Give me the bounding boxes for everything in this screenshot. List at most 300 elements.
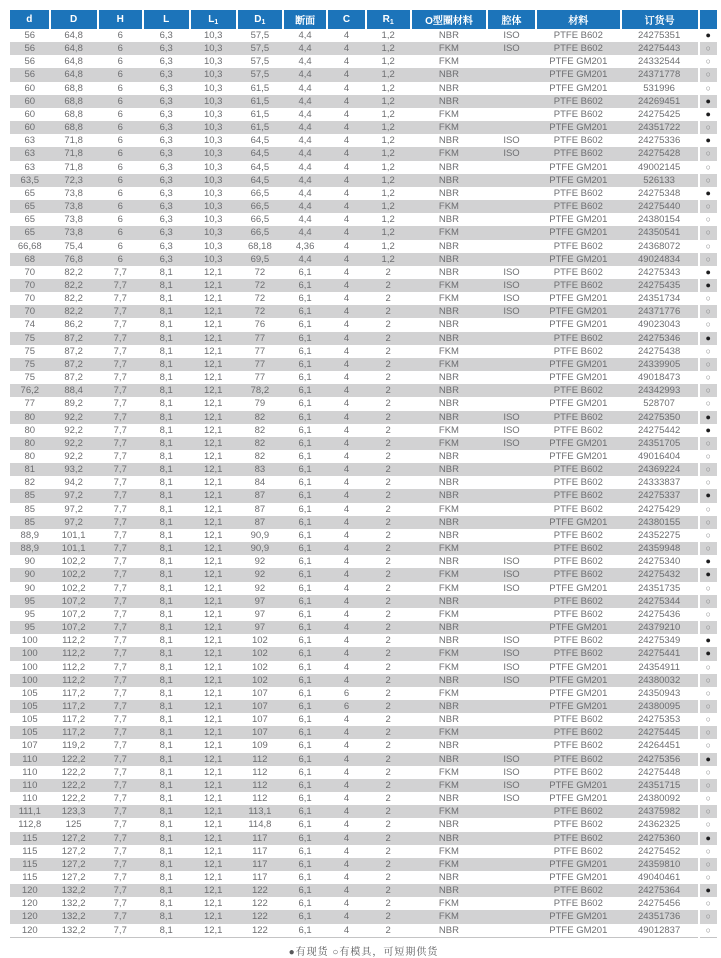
cell-H: 6 <box>117 253 123 265</box>
cell-D1: 61,5 <box>250 95 270 107</box>
cell-D1: 72 <box>254 306 266 318</box>
table-row <box>10 371 717 384</box>
cell-L1: 12,1 <box>203 595 223 607</box>
cell-L: 8,1 <box>159 543 173 555</box>
cell-D1: 61,5 <box>250 122 270 134</box>
cell-D1: 57,5 <box>250 56 270 68</box>
cell-R1: 1,2 <box>381 69 395 81</box>
cell-o-ring-material: NBR <box>438 214 459 226</box>
in-stock-filled-circle-icon: ● <box>699 29 718 42</box>
cell-o-ring-material: FKM <box>438 661 459 673</box>
cell-L: 8,1 <box>159 293 173 305</box>
cell-order-number: 24359810 <box>637 858 681 870</box>
cell-H: 7,7 <box>113 793 127 805</box>
cell-L1: 10,3 <box>203 201 223 213</box>
cell-D: 68,8 <box>64 108 83 120</box>
cell-order-number: 24350943 <box>637 687 681 699</box>
cell-cross-section: 4,4 <box>298 95 312 107</box>
cell-order-number: 24351736 <box>637 911 681 923</box>
cell-o-ring-material: FKM <box>438 108 459 120</box>
cell-R1: 1,2 <box>381 82 395 94</box>
cell-D: 87,2 <box>64 345 83 357</box>
cell-R1: 2 <box>385 595 391 607</box>
cell-d: 120 <box>21 898 38 910</box>
cell-material: PTFE GM201 <box>549 911 608 923</box>
cell-o-ring-material: FKM <box>438 437 459 449</box>
cell-C: 4 <box>343 819 350 831</box>
cell-L: 6,3 <box>159 240 173 252</box>
cell-D1: 102 <box>251 648 268 660</box>
cell-o-ring-material: NBR <box>438 924 459 936</box>
cell-cavity <box>487 384 536 397</box>
cell-D: 97,2 <box>64 516 83 528</box>
mold-available-open-circle-icon: ○ <box>699 318 718 331</box>
in-stock-filled-circle-icon: ● <box>699 266 718 279</box>
cell-d: 85 <box>24 490 36 502</box>
cell-L: 8,1 <box>159 753 173 765</box>
cell-L: 8,1 <box>159 582 173 594</box>
cell-order-number: 24371776 <box>637 306 681 318</box>
cell-material: PTFE GM201 <box>549 687 608 699</box>
col-header-availability <box>699 10 718 29</box>
cell-cavity <box>487 318 536 331</box>
cell-L: 8,1 <box>159 319 173 331</box>
cell-L: 8,1 <box>159 306 173 318</box>
cell-R1: 1,2 <box>381 43 395 55</box>
cell-material: PTFE GM201 <box>549 674 608 686</box>
cell-cross-section: 6,1 <box>298 872 312 883</box>
cell-material: PTFE B602 <box>553 556 603 568</box>
cell-H: 6 <box>117 30 123 41</box>
cell-L: 8,1 <box>159 674 173 686</box>
cell-C: 4 <box>343 398 350 410</box>
cell-order-number: 24275428 <box>637 148 681 160</box>
cell-order-number: 24275456 <box>637 898 681 910</box>
table-row <box>10 766 717 779</box>
cell-material: PTFE B602 <box>553 766 603 778</box>
cell-C: 4 <box>343 832 350 844</box>
cell-H: 7,7 <box>113 740 127 752</box>
cell-L: 6,3 <box>159 69 173 81</box>
cell-cross-section: 6,1 <box>298 727 312 739</box>
col-header-D1: $D_1$ <box>237 10 283 29</box>
cell-L1: 12,1 <box>203 398 223 410</box>
cell-order-number: 24275349 <box>637 635 681 647</box>
cell-cross-section: 6,1 <box>298 411 312 423</box>
cell-L1: 10,3 <box>203 253 223 265</box>
cell-d: 76,2 <box>20 385 40 397</box>
cell-D1: 97 <box>254 608 266 620</box>
cell-D: 107,2 <box>61 595 86 607</box>
cell-C: 4 <box>343 214 350 226</box>
cell-R1: 2 <box>385 753 391 765</box>
cell-H: 7,7 <box>113 872 127 883</box>
cell-R1: 2 <box>385 845 391 857</box>
table-row <box>10 253 717 266</box>
cell-L: 8,1 <box>159 648 173 660</box>
cell-L: 8,1 <box>159 740 173 752</box>
cell-order-number: 24275448 <box>637 766 681 778</box>
cell-D1: 112 <box>252 793 268 805</box>
product-table <box>10 10 717 938</box>
cell-R1: 2 <box>385 319 391 331</box>
cell-C: 4 <box>343 924 350 936</box>
col-header-o-ring-material: O型圈材料 <box>411 10 487 29</box>
cell-L1: 12,1 <box>203 898 223 910</box>
cell-H: 7,7 <box>113 911 127 923</box>
cell-D: 68,8 <box>64 95 83 107</box>
cell-d: 75 <box>24 345 36 357</box>
cell-L: 8,1 <box>159 700 173 712</box>
table-row <box>10 845 717 858</box>
cell-material: PTFE B602 <box>553 490 603 502</box>
cell-D: 132,2 <box>61 898 86 910</box>
cell-C: 4 <box>343 437 350 449</box>
cell-cavity <box>487 726 536 739</box>
cell-order-number: 24362325 <box>637 819 681 831</box>
cell-H: 7,7 <box>113 569 127 581</box>
cell-L: 8,1 <box>159 858 173 870</box>
cell-R1: 1,2 <box>381 135 395 147</box>
cell-D: 73,8 <box>64 227 83 239</box>
cell-L1: 12,1 <box>203 766 223 778</box>
cell-H: 7,7 <box>113 424 127 436</box>
cell-D1: 68,18 <box>247 240 272 252</box>
cell-R1: 1,2 <box>381 240 395 252</box>
cell-o-ring-material: NBR <box>438 872 459 883</box>
cell-L: 8,1 <box>159 451 173 462</box>
cell-material: PTFE B602 <box>553 806 603 818</box>
cell-L: 8,1 <box>159 832 173 844</box>
cell-cross-section: 6,1 <box>298 779 312 791</box>
cell-R1: 2 <box>385 885 391 897</box>
cell-H: 7,7 <box>113 845 127 857</box>
cell-cavity: ISO <box>503 793 520 805</box>
mold-available-open-circle-icon: ○ <box>699 726 718 739</box>
cell-order-number: 24275440 <box>637 201 681 213</box>
cell-material: PTFE B602 <box>553 135 603 147</box>
cell-order-number: 49040461 <box>637 872 681 883</box>
cell-D: 101,1 <box>61 529 86 541</box>
cell-D: 97,2 <box>64 503 83 515</box>
mold-available-open-circle-icon: ○ <box>699 818 718 831</box>
cell-material: PTFE GM201 <box>549 293 608 305</box>
cell-o-ring-material: NBR <box>438 319 459 331</box>
cell-cavity <box>487 253 536 266</box>
cell-H: 6 <box>117 240 123 252</box>
cell-cavity <box>487 845 536 858</box>
cell-cross-section: 6,1 <box>298 332 312 344</box>
cell-D1: 122 <box>251 898 268 910</box>
table-row <box>10 266 717 279</box>
cell-order-number: 24380092 <box>637 793 681 805</box>
table-row <box>10 805 717 818</box>
in-stock-filled-circle-icon: ● <box>699 424 718 437</box>
cell-D: 64,8 <box>64 69 83 81</box>
cell-D1: 78,2 <box>250 385 270 397</box>
cell-d: 63,5 <box>20 174 40 186</box>
cell-L: 8,1 <box>159 911 173 923</box>
cell-cavity <box>487 516 536 529</box>
cell-D1: 82 <box>254 451 266 462</box>
cell-d: 70 <box>24 306 36 318</box>
cell-d: 70 <box>24 279 36 291</box>
table-row <box>10 384 717 397</box>
cell-order-number: 526133 <box>643 174 675 186</box>
cell-D1: 90,9 <box>250 529 270 541</box>
cell-L: 8,1 <box>159 516 173 528</box>
cell-d: 90 <box>24 556 36 568</box>
cell-cross-section: 6,1 <box>298 398 312 410</box>
cell-L1: 10,3 <box>203 135 223 147</box>
cell-H: 7,7 <box>113 779 127 791</box>
table-row <box>10 187 717 200</box>
cell-cross-section: 6,1 <box>298 516 312 528</box>
in-stock-filled-circle-icon: ● <box>699 187 718 200</box>
cell-R1: 2 <box>385 766 391 778</box>
cell-cross-section: 6,1 <box>298 385 312 397</box>
cell-cavity: ISO <box>503 753 520 765</box>
cell-H: 7,7 <box>113 411 127 423</box>
cell-d: 120 <box>21 911 38 923</box>
cell-order-number: 24275344 <box>637 595 681 607</box>
cell-D1: 90,9 <box>250 543 270 555</box>
cell-cavity: ISO <box>503 766 520 778</box>
cell-o-ring-material: FKM <box>438 345 459 357</box>
mold-available-open-circle-icon: ○ <box>699 792 718 805</box>
cell-C: 4 <box>343 201 350 213</box>
cell-d: 70 <box>24 293 36 305</box>
cell-L1: 12,1 <box>203 753 223 765</box>
mold-available-open-circle-icon: ○ <box>699 582 718 595</box>
cell-H: 7,7 <box>113 700 127 712</box>
cell-C: 4 <box>343 319 350 331</box>
cell-H: 7,7 <box>113 924 127 936</box>
in-stock-filled-circle-icon: ● <box>699 108 718 121</box>
cell-R1: 2 <box>385 714 391 726</box>
cell-C: 4 <box>343 911 350 923</box>
cell-cross-section: 4,4 <box>298 30 312 41</box>
cell-cross-section: 6,1 <box>298 464 312 476</box>
col-header-order-number: 订货号 <box>621 10 699 29</box>
cell-L: 8,1 <box>159 872 173 883</box>
cell-order-number: 24275443 <box>637 43 681 55</box>
cell-cross-section: 4,4 <box>298 174 312 186</box>
cell-H: 7,7 <box>113 582 127 594</box>
cell-material: PTFE B602 <box>553 529 603 541</box>
cell-d: 88,9 <box>20 543 40 555</box>
cell-d: 65 <box>24 201 36 213</box>
table-row <box>10 42 717 55</box>
cell-order-number: 24275438 <box>637 345 681 357</box>
cell-R1: 2 <box>385 358 391 370</box>
cell-d: 107 <box>21 740 38 752</box>
cell-d: 63 <box>24 161 36 173</box>
table-row <box>10 516 717 529</box>
cell-D1: 107 <box>251 727 268 739</box>
cell-material: PTFE GM201 <box>549 358 608 370</box>
cell-H: 7,7 <box>113 503 127 515</box>
cell-R1: 2 <box>385 661 391 673</box>
cell-D: 102,2 <box>61 569 86 581</box>
in-stock-filled-circle-icon: ● <box>699 332 718 345</box>
cell-d: 80 <box>24 451 36 462</box>
cell-cross-section: 6,1 <box>298 490 312 502</box>
cell-cavity: ISO <box>503 411 520 423</box>
cell-D: 64,8 <box>64 30 83 41</box>
cell-L1: 12,1 <box>203 622 223 634</box>
cell-material: PTFE B602 <box>553 819 603 831</box>
mold-available-open-circle-icon: ○ <box>699 897 718 910</box>
cell-R1: 2 <box>385 451 391 462</box>
col-header-cross-section: 断面 <box>283 10 328 29</box>
cell-R1: 2 <box>385 503 391 515</box>
cell-D1: 87 <box>254 516 266 528</box>
cell-H: 6 <box>117 82 123 94</box>
cell-C: 4 <box>343 477 350 489</box>
cell-cross-section: 4,4 <box>298 187 312 199</box>
cell-H: 7,7 <box>113 358 127 370</box>
table-row <box>10 226 717 239</box>
cell-R1: 2 <box>385 437 391 449</box>
cell-d: 82 <box>24 477 36 489</box>
cell-order-number: 24275348 <box>637 187 681 199</box>
cell-L: 8,1 <box>159 806 173 818</box>
cell-cross-section: 4,4 <box>298 201 312 213</box>
mold-available-open-circle-icon: ○ <box>699 397 718 410</box>
cell-D1: 66,5 <box>250 201 270 213</box>
cell-H: 7,7 <box>113 556 127 568</box>
mold-available-open-circle-icon: ○ <box>699 213 718 226</box>
table-row <box>10 82 717 95</box>
cell-d: 95 <box>24 595 36 607</box>
cell-D1: 64,5 <box>250 174 270 186</box>
cell-H: 7,7 <box>113 608 127 620</box>
cell-order-number: 24380154 <box>637 214 681 226</box>
cell-d: 110 <box>22 793 38 805</box>
cell-L1: 12,1 <box>203 332 223 344</box>
cell-D: 86,2 <box>64 319 83 331</box>
cell-material: PTFE B602 <box>553 845 603 857</box>
cell-L1: 12,1 <box>203 911 223 923</box>
cell-R1: 2 <box>385 727 391 739</box>
cell-D1: 117 <box>252 872 268 883</box>
mold-available-open-circle-icon: ○ <box>699 924 718 938</box>
cell-cavity <box>487 121 536 134</box>
cell-d: 110 <box>22 753 38 765</box>
cell-d: 66,68 <box>17 240 42 252</box>
cell-H: 7,7 <box>113 293 127 305</box>
cell-C: 4 <box>343 543 350 555</box>
cell-C: 4 <box>343 516 350 528</box>
cell-L1: 12,1 <box>203 582 223 594</box>
cell-o-ring-material: FKM <box>438 43 459 55</box>
cell-cavity: ISO <box>503 437 520 449</box>
table-row <box>10 621 717 634</box>
cell-L1: 12,1 <box>203 714 223 726</box>
cell-D: 71,8 <box>64 148 83 160</box>
cell-R1: 1,2 <box>381 214 395 226</box>
cell-d: 77 <box>24 398 36 410</box>
cell-cavity <box>487 161 536 174</box>
cell-L1: 10,3 <box>203 82 223 94</box>
in-stock-filled-circle-icon: ● <box>699 489 718 502</box>
cell-order-number: 24275350 <box>637 411 681 423</box>
cell-L: 8,1 <box>159 437 173 449</box>
cell-order-number: 24368072 <box>637 240 681 252</box>
cell-D: 127,2 <box>61 845 86 857</box>
cell-R1: 2 <box>385 648 391 660</box>
cell-material: PTFE GM201 <box>549 516 608 528</box>
cell-cavity <box>487 858 536 871</box>
cell-C: 4 <box>343 332 350 344</box>
cell-cross-section: 6,1 <box>298 832 312 844</box>
cell-D1: 112 <box>252 766 268 778</box>
cell-C: 4 <box>343 635 350 647</box>
cell-L1: 12,1 <box>203 674 223 686</box>
table-row <box>10 213 717 226</box>
cell-material: PTFE B602 <box>553 385 603 397</box>
cell-order-number: 24359948 <box>637 543 681 555</box>
cell-cavity: ISO <box>503 293 520 305</box>
cell-R1: 2 <box>385 266 391 278</box>
cell-L1: 12,1 <box>203 687 223 699</box>
cell-L: 8,1 <box>159 279 173 291</box>
cell-L: 8,1 <box>159 924 173 936</box>
cell-order-number: 24275429 <box>637 503 681 515</box>
col-header-sub-D1: 1 <box>261 18 266 26</box>
mold-available-open-circle-icon: ○ <box>699 371 718 384</box>
cell-cavity: ISO <box>503 648 520 660</box>
mold-available-open-circle-icon: ○ <box>699 674 718 687</box>
cell-D: 64,8 <box>64 56 83 68</box>
cell-L: 8,1 <box>159 332 173 344</box>
cell-R1: 2 <box>385 306 391 318</box>
cell-cross-section: 6,1 <box>298 793 312 805</box>
cell-C: 4 <box>343 122 350 134</box>
cell-D1: 64,5 <box>250 161 270 173</box>
cell-o-ring-material: NBR <box>438 82 459 94</box>
cell-C: 4 <box>343 845 350 857</box>
cell-material: PTFE B602 <box>553 411 603 423</box>
table-row <box>10 411 717 424</box>
cell-order-number: 24352275 <box>637 529 681 541</box>
cell-D1: 57,5 <box>250 30 270 41</box>
cell-D1: 87 <box>254 503 266 515</box>
cell-D: 92,2 <box>64 424 83 436</box>
cell-cross-section: 4,4 <box>298 135 312 147</box>
in-stock-filled-circle-icon: ● <box>699 411 718 424</box>
cell-d: 105 <box>21 700 38 712</box>
cell-R1: 1,2 <box>381 227 395 239</box>
cell-o-ring-material: NBR <box>438 622 459 634</box>
cell-D1: 72 <box>254 279 266 291</box>
cell-cavity <box>487 358 536 371</box>
cell-d: 100 <box>21 661 38 673</box>
table-row <box>10 542 717 555</box>
cell-C: 4 <box>343 240 350 252</box>
cell-cross-section: 4,4 <box>298 122 312 134</box>
cell-C: 4 <box>343 135 350 147</box>
availability-legend: ●有现货 ○有模具，可短期供货 <box>288 946 439 958</box>
cell-cavity <box>487 542 536 555</box>
cell-C: 4 <box>343 622 350 634</box>
cell-H: 7,7 <box>113 345 127 357</box>
cell-L1: 12,1 <box>203 740 223 752</box>
cell-cross-section: 6,1 <box>298 858 312 870</box>
cell-o-ring-material: FKM <box>438 687 459 699</box>
cell-o-ring-material: NBR <box>438 95 459 107</box>
